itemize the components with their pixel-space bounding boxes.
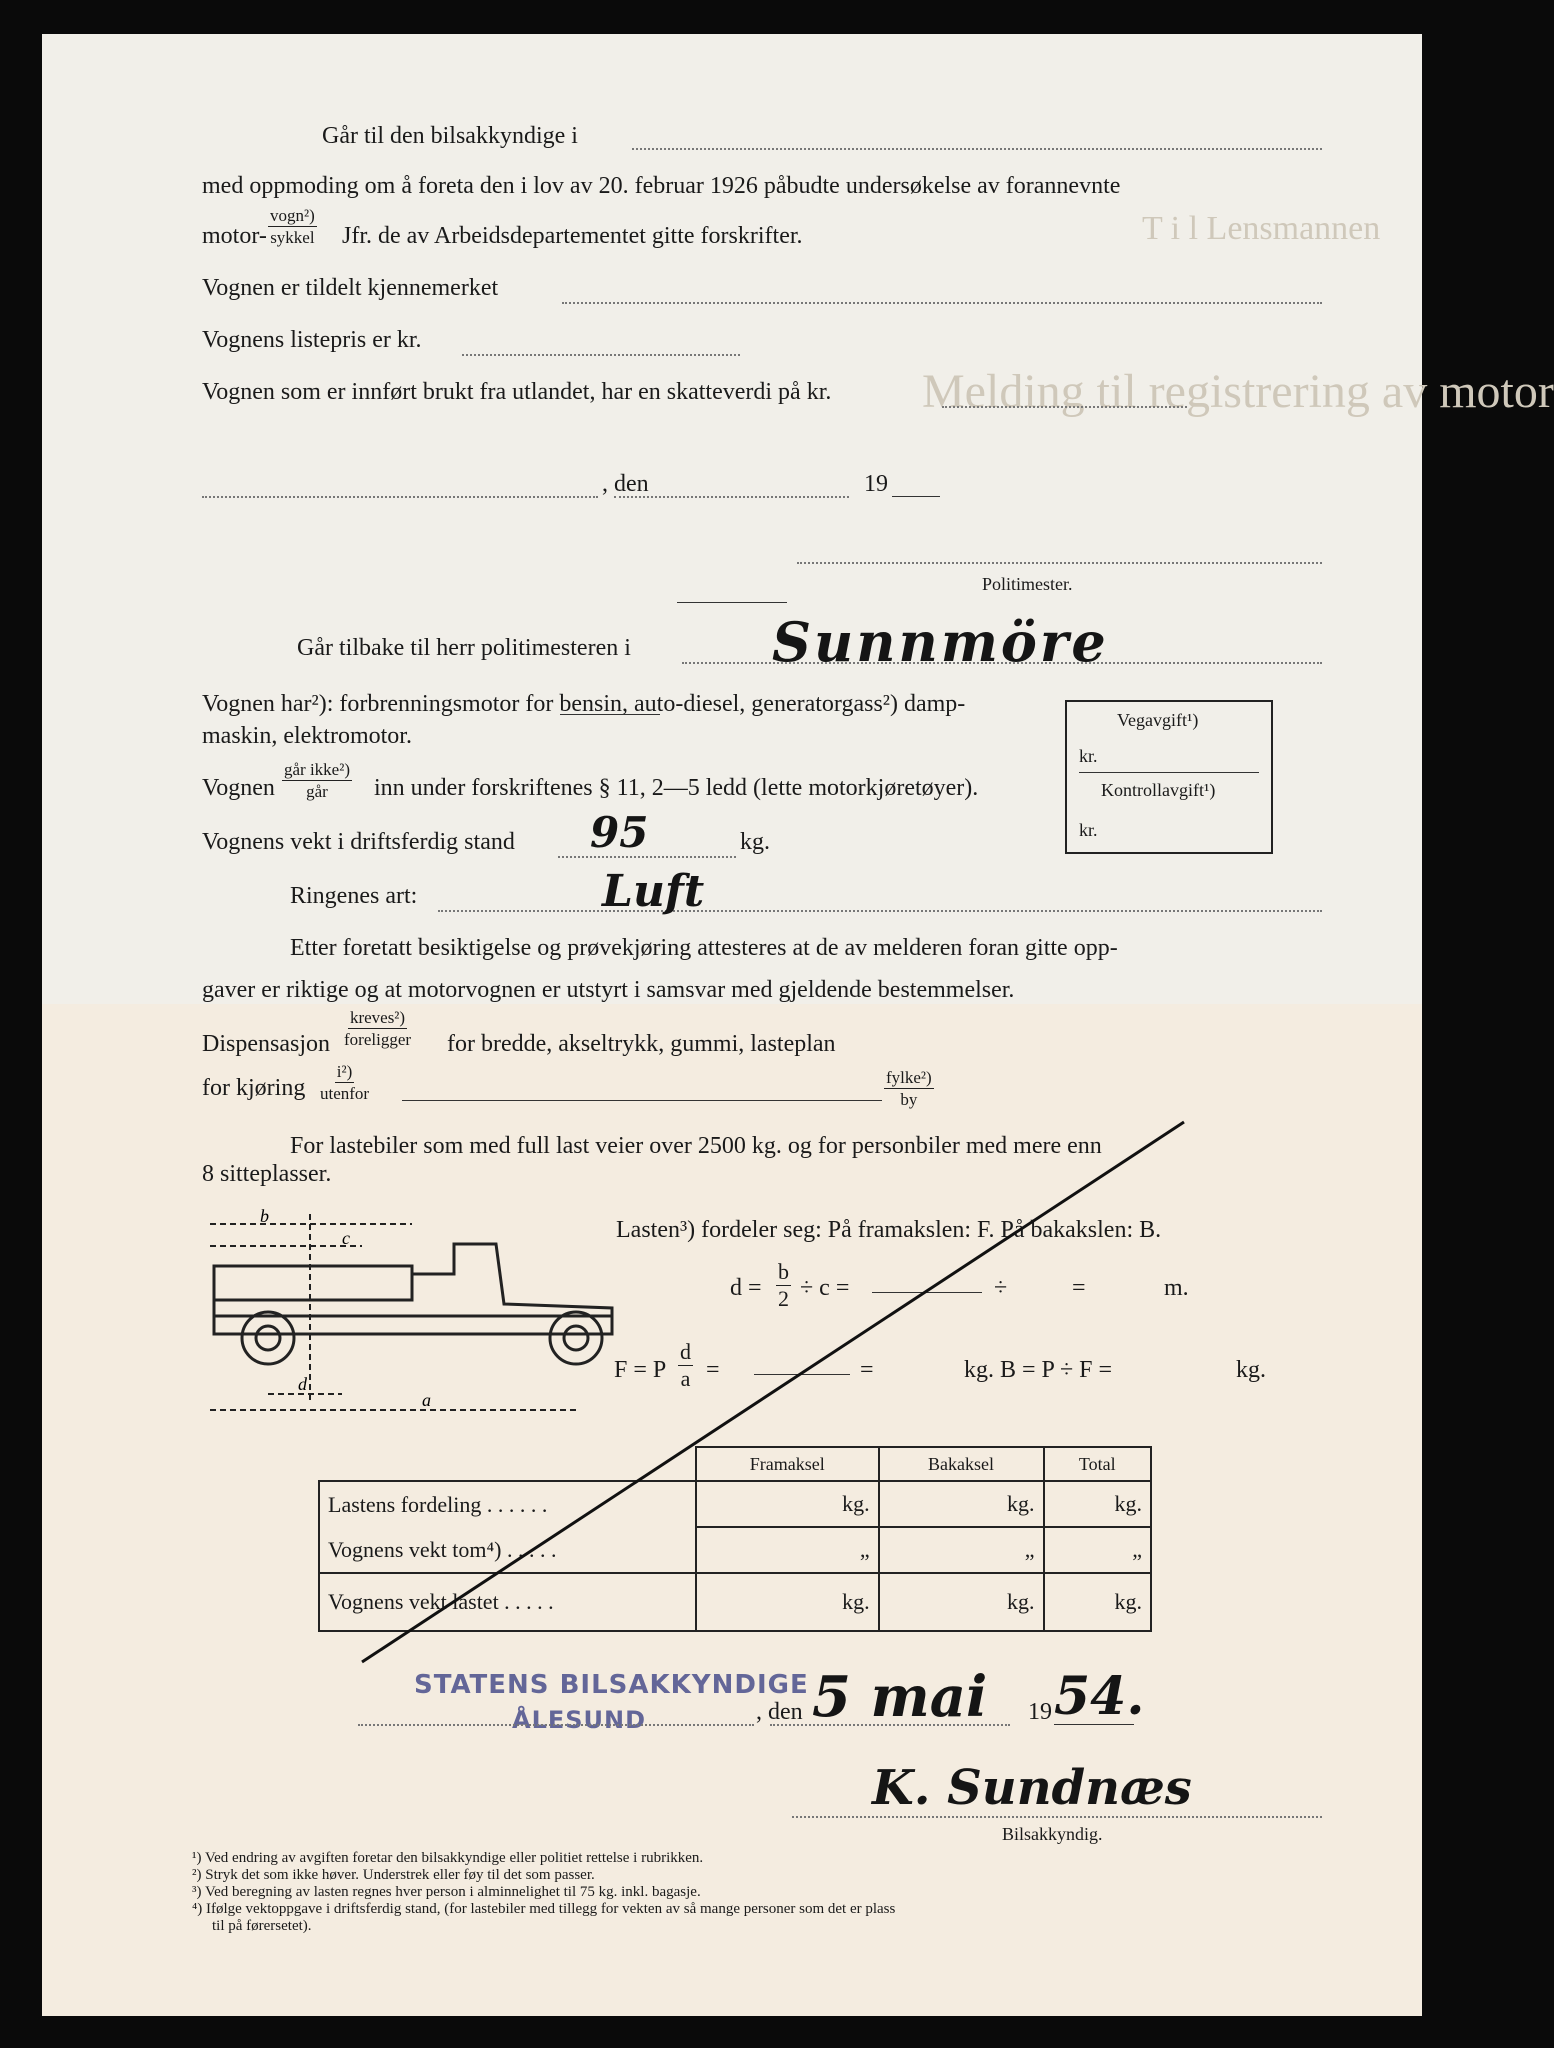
dispensation-label: Dispensasjon xyxy=(202,1031,330,1057)
underline-for-bensin xyxy=(560,714,660,715)
row-label: Vognens vekt tom⁴) . . . . . xyxy=(319,1527,696,1573)
formula-b-unit: kg. xyxy=(1236,1357,1266,1383)
date-field[interactable] xyxy=(614,496,849,498)
footnote-text: Stryk det som ikke høver. Understrek eller føy til det som passer. xyxy=(205,1867,595,1883)
table-cell[interactable]: „ xyxy=(1044,1527,1152,1573)
weight-value-handwriting: 95 xyxy=(590,808,649,857)
driving-label: for kjøring xyxy=(202,1075,306,1101)
year-field[interactable] xyxy=(892,496,940,497)
control-fee-label: Kontrollavgift¹) xyxy=(1101,780,1216,800)
engine-line-1: Vognen har²): forbrenningsmotor for bensin, auto-diesel, generatorgass²) damp- xyxy=(202,691,966,717)
footnote-text: Ved beregning av lasten regnes hver person i alminnelighet til 75 kg. inkl. bagasje. xyxy=(204,1884,701,1900)
footnote-3 xyxy=(192,1884,895,1901)
dispensation-fraction-den: foreligger xyxy=(344,1030,412,1049)
footnote-mark: ³) xyxy=(192,1884,202,1900)
motor-fraction-num: vogn²) xyxy=(270,206,315,225)
list-price-field[interactable] xyxy=(462,354,740,356)
diagram-label-a: a xyxy=(422,1390,431,1410)
motor-fraction xyxy=(268,206,317,247)
tires-field[interactable] xyxy=(438,910,1322,912)
front-wheel xyxy=(242,1312,294,1364)
table-cell[interactable]: kg. xyxy=(1044,1481,1152,1527)
formula-d-den: 2 xyxy=(778,1286,789,1311)
diagram-label-c: c xyxy=(342,1228,350,1248)
formula-d-unit: m. xyxy=(1164,1275,1189,1301)
formula-b: kg. B = P ÷ F = xyxy=(964,1357,1113,1383)
county-fraction xyxy=(884,1068,934,1109)
vognen-fraction xyxy=(282,760,352,801)
formula-f-num: d xyxy=(680,1339,691,1364)
county-fraction-num: fylke²) xyxy=(886,1068,932,1087)
footnotes xyxy=(192,1850,895,1935)
formula-f-lhs: F = P xyxy=(614,1357,667,1383)
attest-line-1: Etter foretatt besiktigelse og prøvekjøring attesteres at de av melderen foran gitte opp- xyxy=(290,935,1118,961)
tires-value-handwriting: Luft xyxy=(602,866,705,917)
table-cell[interactable]: kg. xyxy=(879,1481,1044,1527)
stamp-line-1: STATENS BILSAKKYNDIGE xyxy=(414,1670,809,1700)
return-label: Går tilbake til herr politimesteren i xyxy=(297,635,631,661)
plate-label: Vognen er tildelt kjennemerket xyxy=(202,275,499,301)
bleed-through-text: Melding til registrering av motor xyxy=(922,365,1554,418)
road-tax-kr: kr. xyxy=(1079,746,1098,766)
goes-to-label: Går til den bilsakkyndige i xyxy=(322,123,578,149)
list-price-label: Vognens listepris er kr. xyxy=(202,327,422,353)
signature-den-label: , den xyxy=(756,1699,803,1725)
formula-f-den: a xyxy=(680,1366,691,1391)
column-header: Total xyxy=(1044,1447,1152,1481)
driving-fraction xyxy=(320,1062,369,1103)
road-tax-label: Vegavgift¹) xyxy=(1117,710,1199,730)
footnote-text: Ved endring av avgiften foretar den bilsakkyndige eller politiet rettelse i rubrikken. xyxy=(204,1850,704,1866)
year-prefix: 19 xyxy=(1028,1699,1052,1725)
table-cell[interactable]: kg. xyxy=(696,1573,879,1631)
inspector-signature-line xyxy=(792,1816,1322,1818)
weight-label: Vognens vekt i driftsferdig stand xyxy=(202,829,515,855)
front-hub xyxy=(256,1326,280,1350)
row-label: Lastens fordeling . . . . . . xyxy=(319,1481,696,1527)
section-divider xyxy=(677,602,787,603)
table-cell[interactable]: kg. xyxy=(696,1481,879,1527)
plate-field[interactable] xyxy=(562,302,1322,304)
table-cell[interactable]: „ xyxy=(879,1527,1044,1573)
inspection-date-handwriting: 5 mai xyxy=(812,1664,988,1730)
weight-unit: kg. xyxy=(740,829,770,855)
formula-d-eq: = xyxy=(1072,1275,1086,1301)
column-header: Framaksel xyxy=(696,1447,879,1481)
vognen-suffix: inn under forskriftenes § 11, 2—5 ledd (lette motorkjøretøyer). xyxy=(374,775,979,801)
strike-line xyxy=(362,1122,1184,1662)
inspector-signature: K. Sundnæs xyxy=(872,1760,1192,1816)
motor-fraction-den: sykkel xyxy=(270,228,315,247)
motor-prefix: motor- xyxy=(202,223,267,249)
row-label: Vognens vekt lastet . . . . . xyxy=(319,1573,696,1631)
footnote-4-cont xyxy=(192,1918,895,1935)
diagonal-strike-line xyxy=(342,1114,1202,1674)
tires-label: Ringenes art: xyxy=(290,883,418,909)
truck-intro-line-1: For lastebiler som med full last veier over 2500 kg. og for personbiler med mere enn xyxy=(290,1133,1102,1159)
return-value-handwriting: Sunnmöre xyxy=(772,610,1109,674)
formula-f-eq: = xyxy=(706,1357,720,1383)
column-header: Bakaksel xyxy=(879,1447,1044,1481)
goes-to-field[interactable] xyxy=(632,148,1322,150)
formula-d-rest: ÷ c = xyxy=(800,1275,850,1301)
footnote-4 xyxy=(192,1901,895,1918)
bleed-through-text: T i l Lensmannen xyxy=(1142,210,1381,247)
police-signature-line xyxy=(797,562,1322,564)
dispensation-suffix: for bredde, akseltrykk, gummi, lasteplan xyxy=(447,1031,836,1057)
driving-field[interactable] xyxy=(402,1100,882,1101)
engine-line-2: maskin, elektromotor. xyxy=(202,723,412,749)
footnote-text: Ifølge vektoppgave i driftsferdig stand, (for lastebiler med tillegg for vekten av så mange personer som det er plass xyxy=(205,1901,896,1917)
footnote-text: til på førersetet). xyxy=(212,1918,312,1934)
table-cell[interactable]: kg. xyxy=(879,1573,1044,1631)
vognen-fraction-den: går xyxy=(306,782,328,801)
diagram-label-b: b xyxy=(260,1206,269,1226)
footnote-mark: ²) xyxy=(192,1867,202,1883)
fee-box xyxy=(1065,700,1273,854)
dispensation-fraction-num: kreves²) xyxy=(349,1008,406,1027)
driving-fraction-num: i²) xyxy=(336,1062,353,1081)
import-label: Vognen som er innført brukt fra utlandet, har en skatteverdi på kr. xyxy=(202,379,832,405)
vognen-label: Vognen xyxy=(202,775,275,801)
county-fraction-den: by xyxy=(900,1090,918,1109)
dispensation-fraction xyxy=(344,1008,411,1049)
police-sign-label: Politimester. xyxy=(982,574,1073,594)
footnote-2 xyxy=(192,1867,895,1884)
diagram-label-d: d xyxy=(298,1374,307,1394)
driving-fraction-den: utenfor xyxy=(320,1084,370,1103)
control-fee-kr: kr. xyxy=(1079,820,1098,840)
import-value-field[interactable] xyxy=(942,406,1187,408)
place-field[interactable] xyxy=(202,496,598,498)
formula-d-div: ÷ xyxy=(994,1275,1008,1301)
fee-box-divider xyxy=(1079,772,1259,773)
table-cell[interactable]: „ xyxy=(696,1527,879,1573)
request-line: med oppmoding om å foreta den i lov av 20. februar 1926 påbudte undersøkelse av forannevnte xyxy=(202,173,1121,199)
date-year-label: 19 xyxy=(864,471,888,497)
stamp-line-2: ÅLESUND xyxy=(512,1706,647,1734)
attest-line-2: gaver er riktige og at motorvognen er utstyrt i samsvar med gjeldende bestemmelser. xyxy=(202,977,1015,1003)
truck-intro-line-2: 8 sitteplasser. xyxy=(202,1161,332,1187)
formula-d-lhs: d = xyxy=(730,1275,762,1301)
footnote-mark: ¹) xyxy=(192,1850,202,1866)
document-page xyxy=(42,34,1554,2016)
vognen-fraction-num: går ikke²) xyxy=(284,760,350,779)
date-den-label: , den xyxy=(602,471,649,497)
motor-suffix: Jfr. de av Arbeidsdepartementet gitte forskrifter. xyxy=(342,223,803,249)
footnote-mark: ⁴) xyxy=(192,1901,203,1917)
formula-f-eq2: = xyxy=(860,1357,874,1383)
formula-d-num: b xyxy=(778,1259,789,1284)
footnote-1 xyxy=(192,1850,895,1867)
table-cell[interactable]: kg. xyxy=(1044,1573,1152,1631)
place-field-2[interactable] xyxy=(358,1724,754,1726)
inspector-label: Bilsakkyndig. xyxy=(1002,1824,1103,1844)
year-handwriting: 54. xyxy=(1054,1666,1145,1727)
load-distribution: Lasten³) fordeler seg: På framakslen: F. På bakakslen: B. xyxy=(616,1217,1162,1243)
